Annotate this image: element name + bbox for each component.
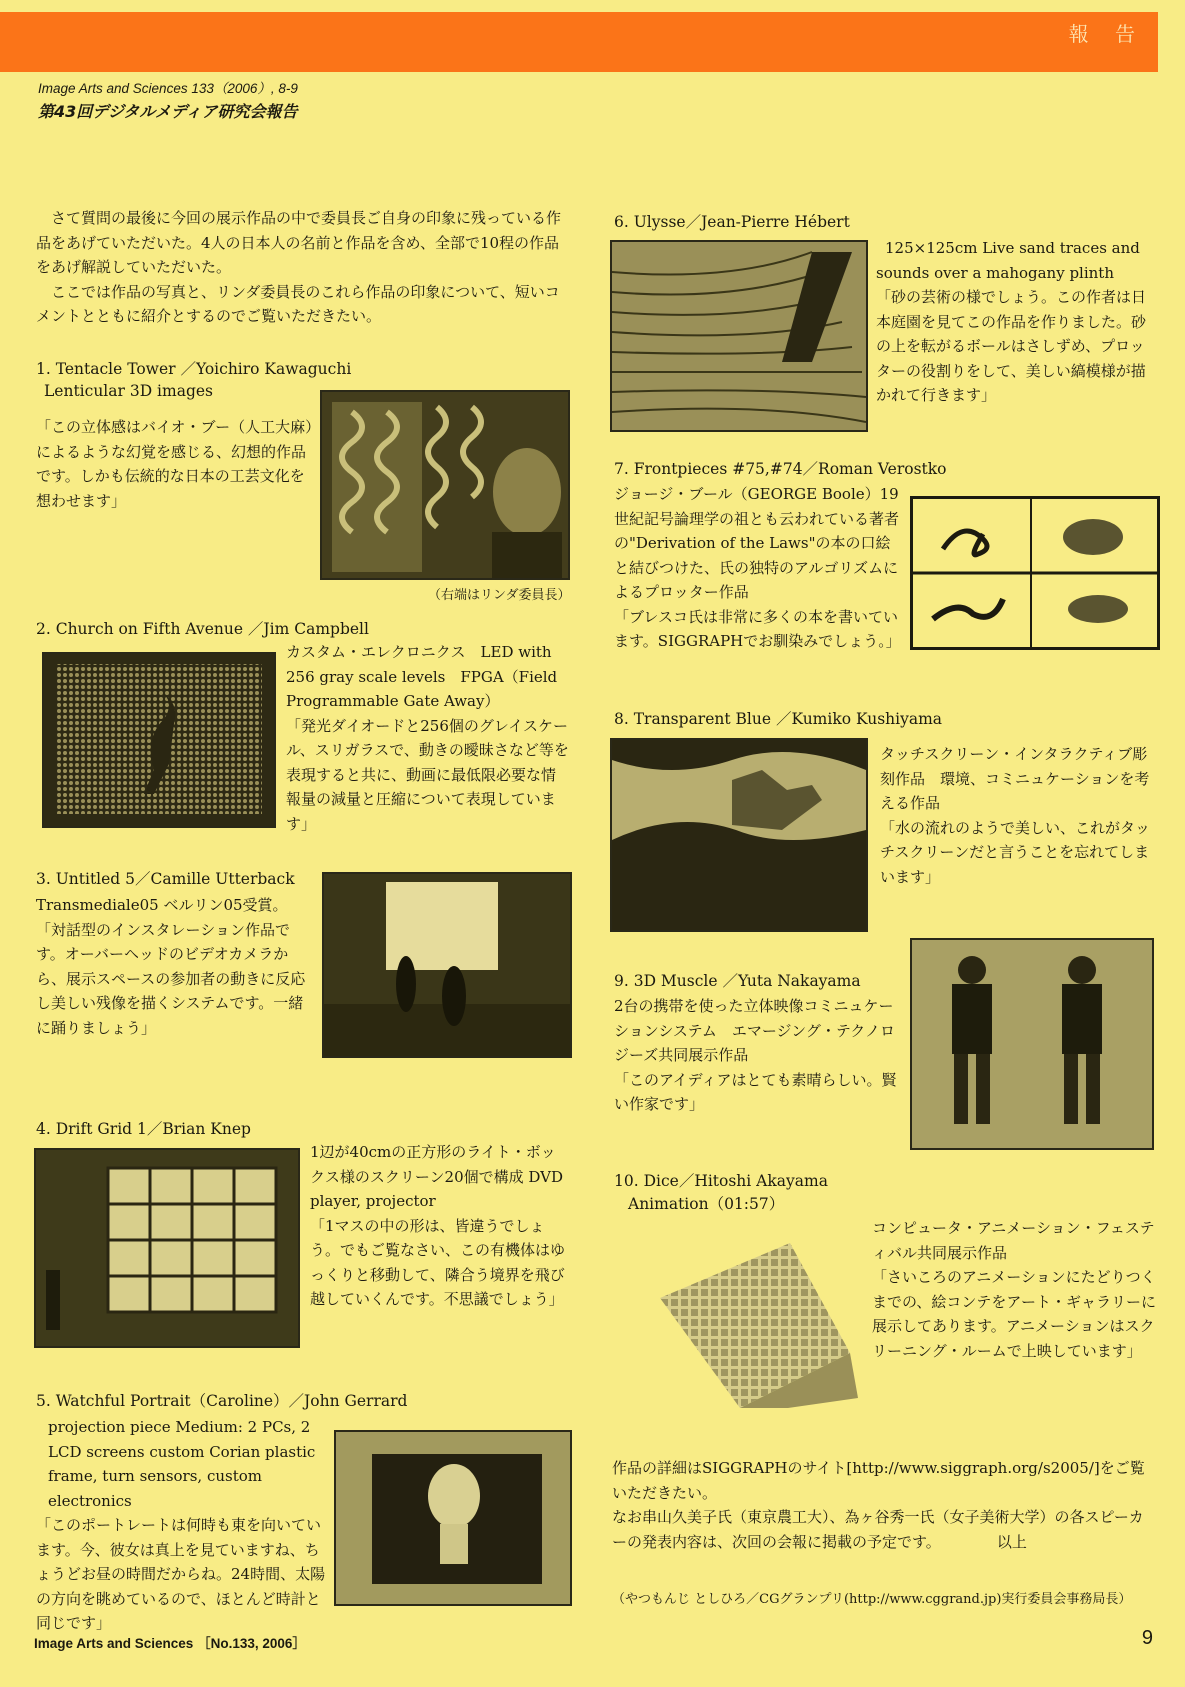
item-8-description: タッチスクリーン・インタラクティブ彫刻作品 環境、コミニュケーションを考える作品 [880,745,1150,812]
item-6-photo [610,240,868,432]
item-3-text [36,893,314,1040]
item-6-title: 6. Ulysse／Jean-Pierre Hébert [614,213,850,231]
item-2-title: 2. Church on Fifth Avenue ／Jim Campbell [36,620,369,638]
author-credit: （やつもんじ としひろ／CGグランプリ(http://www.cggrand.jp)実行委員会事務局長） [612,1592,1132,1607]
item-2-photo [42,652,276,828]
item-3-description: Transmediale05 ベルリン05受賞。 [36,896,288,914]
item-7-text [614,482,904,654]
item-1-caption: （右端はリンダ委員長） [428,588,571,603]
item-10-description: コンピュータ・アニメーション・フェスティバル共同展示作品 [872,1219,1155,1262]
item-9-title: 9. 3D Muscle ／Yuta Nakayama [614,972,861,990]
tentacle-tower-image [322,392,568,578]
closing-paragraph-2: なお串山久美子氏（東京農工大）、為ヶ谷秀一氏（女子美術大学）の各スピーカーの発表内容は、次回の会報に掲載の予定です。 以上 [612,1508,1144,1551]
untitled-5-image [324,874,570,1056]
section-tag: 報 告 [1068,22,1145,46]
end-mark: 以上 [996,1532,1027,1551]
item-1-subtitle: Lenticular 3D images [44,382,213,400]
item-9-text [614,994,904,1117]
item-8-comment: 「水の流れのようで美しい、これがタッチスクリーンだと言うことを忘れてしまいます」 [880,818,1151,886]
drift-grid-image [36,1150,298,1346]
led-grid-image [44,654,274,826]
item-6-text [876,236,1156,408]
item-3-photo [322,872,572,1058]
3d-muscle-image [912,940,1152,1148]
item-8-text [880,742,1156,889]
report-title: 第43回デジタルメディア研究会報告 [38,102,298,121]
item-10-text [872,1216,1156,1363]
item-5-description: projection piece Medium: 2 PCs, 2 LCD screens custom Corian plastic frame, turn sensors, custom electronics [48,1418,316,1510]
item-10-title: 10. Dice／Hitoshi Akayama [614,1172,828,1190]
item-1-comment: 「この立体感はバイオ・ブー（人工大麻）によるような幻覚を感じる、幻想的作品です。しかも伝統的な日本の工芸文化を想わせます」 [36,418,313,510]
journal-reference: Image Arts and Sciences 133（2006）, 8-9 [38,81,298,96]
item-4-photo [34,1148,300,1348]
item-3-comment: 「対話型のインスタレーション作品です。オーバーヘッドのビデオカメラから、展示スペースの参加者の動きに反応し美しい残像を描くシステムです。一緒に踊りましょう」 [36,920,306,1037]
item-4-comment: 「1マスの中の形は、皆違うでしょう。でもご覧なさい、この有機体はゆっくりと移動して、隣合う境界を飛び越していくんです。不思議でしょう」 [310,1216,566,1308]
dice-storyboard-image [640,1238,860,1414]
frontpieces-plot-image [913,499,1157,647]
item-5-comment: 「このポートレートは何時も東を向いています。今、彼女は真上を見ていますね、ちょうどお昼の時間だからね。24時間、太陽の方向を眺めているので、ほとんど時計と同じです」 [36,1516,326,1632]
item-7-photo [910,496,1160,650]
item-10-photo [640,1238,860,1414]
item-9-comment: 「このアイディアはとても素晴らしい。賢い作家です」 [614,1070,897,1113]
item-5-text [36,1415,326,1636]
intro-text [36,206,570,329]
item-5-title: 5. Watchful Portrait（Caroline）／John Gerrard [36,1392,408,1410]
item-2-description: カスタム・エレクロニクス LED with 256 gray scale levels FPGA（Field Programmable Gate Away） [286,643,558,710]
item-10-comment: 「さいころのアニメーションにたどりつくまでの、絵コンテをアート・ギャラリーに展示してあります。アニメーションはスクリーニング・ルームで上映しています」 [872,1268,1156,1360]
item-1-photo [320,390,570,580]
item-7-title: 7. Frontpieces #75,#74／Roman Verostko [614,460,947,478]
transparent-blue-image [612,740,866,930]
item-4-title: 4. Drift Grid 1／Brian Knep [36,1120,251,1138]
item-5-photo [334,1430,572,1606]
watchful-portrait-image [336,1432,570,1604]
ulysse-sand-image [612,242,866,430]
item-10-subtitle: Animation（01:57） [628,1195,785,1213]
item-3-title: 3. Untitled 5／Camille Utterback [36,870,295,888]
item-7-description: ジョージ・ブール（GEORGE Boole）19世紀記号論理学の祖とも云われている著者の"Derivation of the Laws"の本の口絵と結びつけた、氏の独特のアルゴリズムによるプロッター作品 [614,485,900,601]
item-4-text [310,1140,570,1312]
item-8-title: 8. Transparent Blue ／Kumiko Kushiyama [614,710,943,728]
closing-paragraph-1: 作品の詳細はSIGGRAPHのサイト[http://www.siggraph.org/s2005/]をご覧いただきたい。 [612,1459,1145,1502]
intro-paragraph-2: ここでは作品の写真と、リンダ委員長のこれら作品の印象について、短いコメントとともに紹介とするのでご覧いただきたい。 [36,282,560,325]
closing-text [612,1456,1156,1554]
header-orange-bar [0,12,1158,72]
item-1-title: 1. Tentacle Tower ／Yoichiro Kawaguchi [36,360,352,378]
page-number: 9 [1141,1627,1153,1649]
item-2-text [286,640,570,836]
footer-journal: Image Arts and Sciences ［No.133, 2006］ [34,1636,306,1651]
item-2-comment: 「発光ダイオードと256個のグレイスケール、スリガラスで、動きの曖昧さなど等を表現すると共に、動画に最低限必要な情報量の減量と圧縮について表現しています」 [286,716,569,833]
item-9-description: 2台の携帯を使った立体映像コミニュケーションシステム エマージング・テクノロジーズ共同展示作品 [614,997,895,1064]
item-6-description: 125×125cm Live sand traces and sounds over a mahogany plinth [876,239,1140,282]
item-6-comment: 「砂の芸術の様でしょう。この作者は日本庭園を見てこの作品を作りました。砂の上を転がるボールはさしずめ、プロッターの役割りをして、美しい縞模様が描かれて行きます」 [876,288,1147,404]
item-8-photo [610,738,868,932]
item-7-comment: 「ブレスコ氏は非常に多くの本を書いています。SIGGRAPHでお馴染みでしょう。」 [614,607,901,650]
intro-paragraph-1: さて質問の最後に今回の展示作品の中で委員長ご自身の印象に残っている作品をあげていただいた。4人の日本人の名前と作品を含め、全部で10程の作品をあげ解説していただいた。 [36,209,562,276]
item-9-photo [910,938,1154,1150]
item-4-description: 1辺が40cmの正方形のライト・ボックス様のスクリーン20個で構成 DVD player, projector [310,1143,564,1210]
